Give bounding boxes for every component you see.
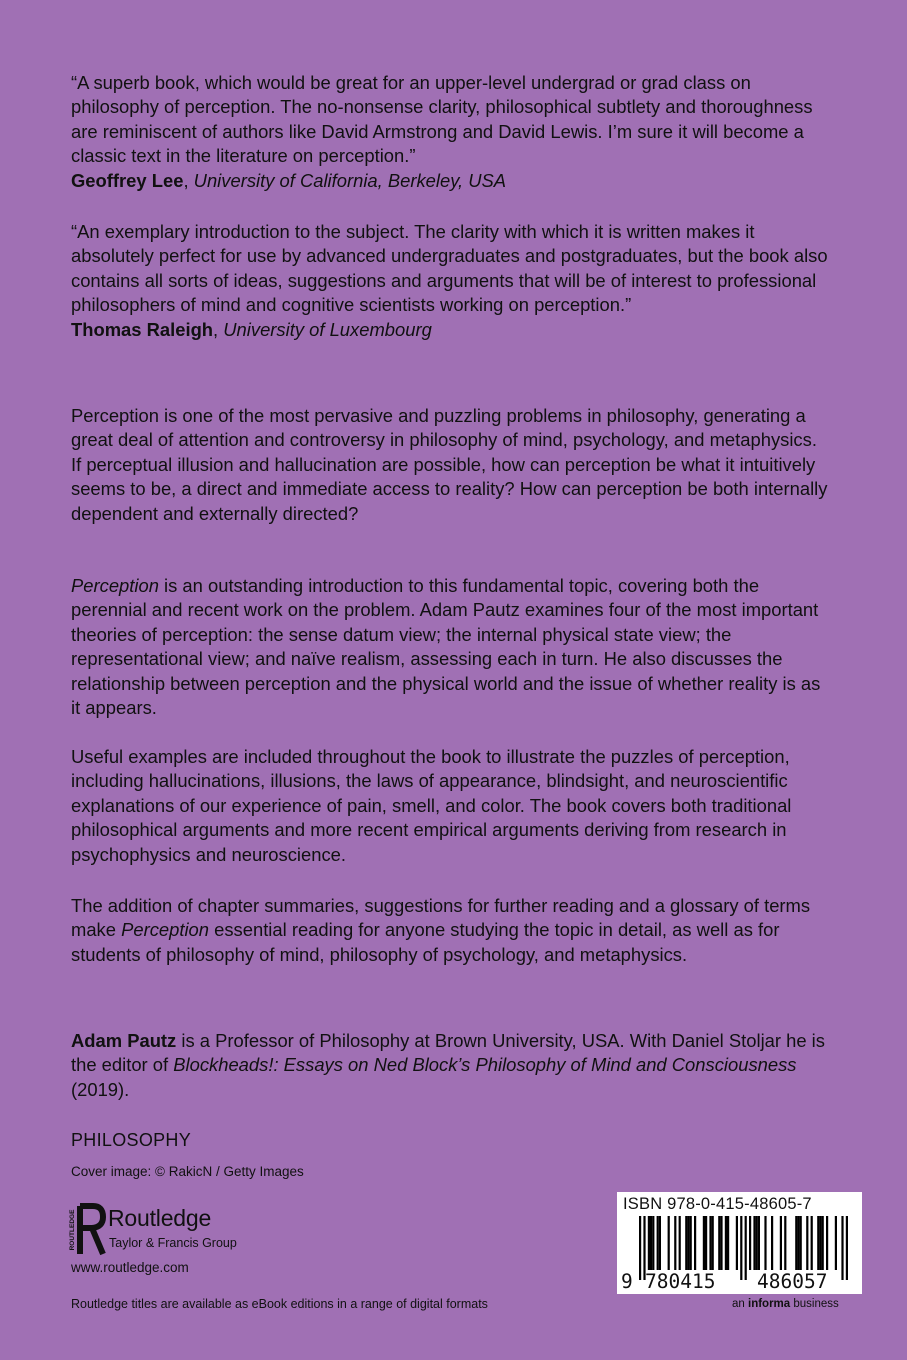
publisher-url: www.routledge.com bbox=[71, 1260, 189, 1275]
barcode-bar bbox=[826, 1216, 828, 1270]
barcode-bar bbox=[800, 1216, 802, 1270]
barcode-bar bbox=[817, 1216, 819, 1270]
barcode-bar bbox=[652, 1216, 654, 1270]
publisher-group: Taylor & Francis Group bbox=[109, 1236, 237, 1250]
barcode-bar bbox=[668, 1216, 670, 1270]
barcode-bar bbox=[819, 1216, 821, 1270]
publisher-name: Routledge bbox=[108, 1205, 212, 1231]
barcode-bar bbox=[639, 1216, 641, 1280]
barcode-bar bbox=[650, 1216, 652, 1270]
barcode-bar bbox=[705, 1216, 707, 1270]
barcode-bar bbox=[725, 1216, 727, 1270]
quote-attribution: Geoffrey Lee, University of California, Berkeley, USA bbox=[71, 169, 507, 191]
barcode-bar bbox=[841, 1216, 843, 1280]
cover-image-credit: Cover image: © RakicN / Getty Images bbox=[71, 1164, 304, 1179]
barcode-bar bbox=[749, 1216, 751, 1270]
barcode-bar bbox=[687, 1216, 689, 1270]
routledge-logo bbox=[68, 1203, 268, 1259]
author-name: Adam Pautz bbox=[71, 1030, 177, 1051]
isbn-number: ISBN 978-0-415-48605-7 bbox=[623, 1195, 812, 1213]
review-quote-raleigh bbox=[71, 220, 831, 342]
barcode-bar bbox=[846, 1216, 848, 1280]
barcode-bar bbox=[764, 1216, 766, 1270]
description-paragraph-4: The addition of chapter summaries, suggestions for further reading and a glossary of terms make Perception essential reading for anyone studying the topic in detail, as well as for students of philosophy of mind, philosophy of psychology, and metaphysics. bbox=[71, 895, 811, 965]
barcode-bar bbox=[771, 1216, 773, 1270]
quote-text: “An exemplary introduction to the subject. The clarity with which it is written makes it absolutely perfect for use by advanced undergraduates and postgraduates, but the book also contains all sorts of ideas, suggestions and arguments that will be of interest to professional philosophers of mind and cognitive scientists working on perception.” bbox=[71, 221, 828, 316]
quote-author: Geoffrey Lee bbox=[71, 169, 184, 191]
barcode-bar bbox=[694, 1216, 696, 1270]
quote-affiliation: University of California, Berkeley, USA bbox=[193, 169, 507, 191]
barcode-bar bbox=[709, 1216, 711, 1270]
ean-right-group: 486057 bbox=[757, 1270, 828, 1293]
barcode-bar bbox=[720, 1216, 722, 1270]
book-title: Perception bbox=[71, 575, 159, 596]
barcode-bar bbox=[745, 1216, 747, 1280]
barcode-bar bbox=[690, 1216, 692, 1270]
description-paragraph-1: Perception is one of the most pervasive and puzzling problems in philosophy, generating a great deal of attention and controversy in philosophy of mind, psychology, and metaphysics. If perceptual illusion and hallucination are possible, how can perception be what it intuitively seems to be, a direct and immediate access to reality? How can perception be both internally dependent and externally directed? bbox=[71, 405, 828, 524]
barcode-bar bbox=[795, 1216, 797, 1270]
ebook-note: Routledge titles are available as eBook editions in a range of digital formats bbox=[71, 1297, 488, 1311]
description-paragraph-3: Useful examples are included throughout the book to illustrate the puzzles of perception, including hallucinations, illusions, the laws of appearance, blindsight, and neuroscientific explanations of our experience of pain, smell, and color. The book covers both traditional philosophical arguments and more recent empirical arguments deriving from research in psychophysics and neuroscience. bbox=[71, 746, 792, 865]
book-title: Perception bbox=[121, 919, 210, 941]
review-quote-lee bbox=[71, 71, 831, 193]
barcode-bar bbox=[822, 1216, 824, 1270]
barcode-bar bbox=[712, 1216, 714, 1270]
barcode-bar bbox=[797, 1216, 799, 1270]
routledge-r-mark-icon bbox=[68, 1203, 106, 1257]
quote-affiliation: University of Luxembourg bbox=[223, 318, 432, 340]
barcode-bar bbox=[674, 1216, 676, 1270]
barcode-bar bbox=[756, 1216, 758, 1270]
author-bio: Adam Pautz is a Professor of Philosophy at Brown University, USA. With Daniel Stoljar he is the editor of Blockheads!: Essays on Ned Block’s Philosophy of Mind and Consciousness (2019). bbox=[71, 1030, 825, 1100]
barcode-bar bbox=[718, 1216, 720, 1270]
svg-text:ROUTLEDGE: ROUTLEDGE bbox=[69, 1209, 76, 1251]
barcode-bar bbox=[806, 1216, 808, 1270]
barcode-bar bbox=[784, 1216, 786, 1270]
informa-brand: informa bbox=[748, 1298, 791, 1310]
barcode-bar bbox=[740, 1216, 742, 1280]
barcode-bar bbox=[758, 1216, 760, 1270]
barcode-bar bbox=[835, 1216, 837, 1270]
barcode-bar bbox=[657, 1216, 659, 1270]
barcode-bar bbox=[685, 1216, 687, 1270]
quote-text: “A superb book, which would be great for an upper-level undergrad or grad class on philosophy of perception. The no-nonsense clarity, philosophical subtlety and thoroughness are reminiscent of authors like David Armstrong and David Lewis. I’m sure it will become a classic text in the literature on perception.” bbox=[71, 72, 813, 167]
barcode-bar bbox=[659, 1216, 661, 1270]
barcode-bar bbox=[727, 1216, 729, 1270]
subject-category: PHILOSOPHY bbox=[71, 1130, 192, 1150]
barcode-bar bbox=[679, 1216, 681, 1270]
barcode-bar bbox=[703, 1216, 705, 1270]
quote-author: Thomas Raleigh bbox=[71, 318, 214, 340]
edited-book-title: Blockheads!: Essays on Ned Block’s Philosophy of Mind and Consciousness bbox=[173, 1054, 797, 1076]
barcode-bar bbox=[811, 1216, 813, 1270]
ean-left-group: 780415 bbox=[645, 1270, 716, 1293]
barcode-bar bbox=[780, 1216, 782, 1270]
description-paragraph-2: Perception is an outstanding introduction to this fundamental topic, covering both the perennial and recent work on the problem. Adam Pautz examines four of the most important theories of perception: the sense datum view; the internal physical state view; the representational view; and naïve realism, assessing each in turn. He also discusses the relationship between perception and the physical world and the issue of whether reality is as it appears. bbox=[71, 575, 821, 719]
barcode-bar bbox=[753, 1216, 755, 1270]
ean-first-digit: 9 bbox=[621, 1270, 633, 1293]
barcode-bar bbox=[648, 1216, 650, 1270]
quote-attribution: Thomas Raleigh, University of Luxembourg bbox=[71, 318, 432, 340]
informa-business-tag: an informa business bbox=[732, 1298, 839, 1310]
barcode-bar bbox=[736, 1216, 738, 1270]
isbn-barcode bbox=[617, 1192, 862, 1294]
